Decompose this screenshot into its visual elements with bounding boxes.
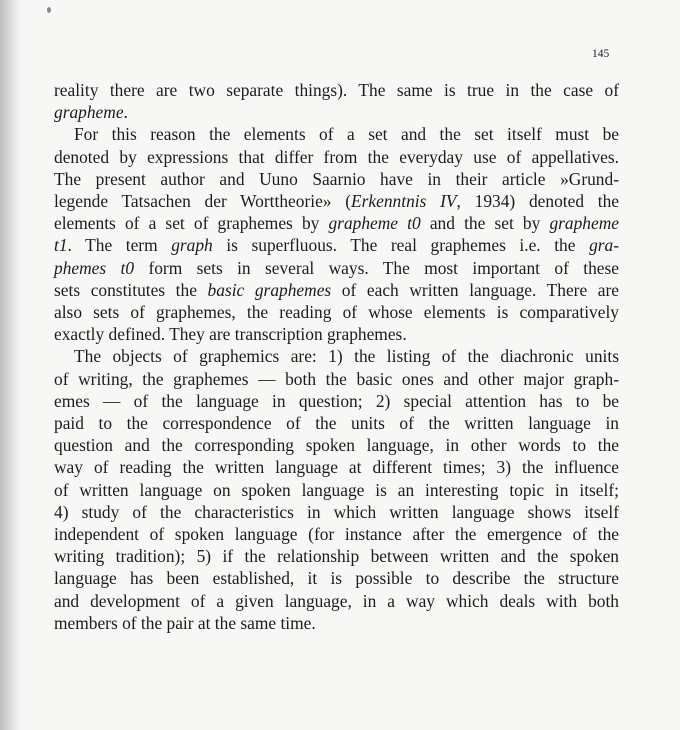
body-text (54, 79, 619, 634)
text-line (54, 146, 619, 168)
text-line (54, 212, 619, 234)
text-line (54, 257, 619, 279)
italic-text: grapheme t0 (328, 213, 421, 234)
text-run: question and the corresponding spoken language, in other words to the (54, 435, 619, 456)
text-run: The present author and Uuno Saarnio have in their article »Grund- (54, 168, 619, 189)
text-line (54, 123, 619, 145)
text-run: reality there are two separate things). The same is true in the case of (54, 80, 619, 100)
text-run: and the set by (420, 213, 550, 234)
text-run: The objects of graphemics are: 1) the listing of the diachronic units (74, 346, 619, 367)
italic-text: phemes t0 (54, 257, 135, 278)
text-run: . (123, 102, 128, 123)
text-line (54, 590, 619, 612)
text-run: , 1934) denoted the (456, 191, 620, 212)
text-line (54, 479, 619, 501)
italic-text: Erkenntnis IV (351, 191, 457, 212)
text-run: 4) study of the characteristics in which written language shows itself (54, 501, 619, 522)
text-run: of writing, the graphemes — both the basic ones and other major graph- (54, 368, 619, 389)
italic-text: gra- (589, 235, 620, 256)
italic-text: basic graphemes (207, 279, 332, 300)
text-line (54, 190, 619, 212)
text-line (54, 323, 619, 345)
text-run: writing tradition); 5) if the relationship between written and the spoken (54, 546, 619, 567)
text-run: and development of a given language, in a way which deals with both (54, 590, 619, 611)
text-run: paid to the correspondence of the units of the written language in (54, 413, 619, 434)
italic-text: grapheme (54, 102, 124, 123)
text-line (54, 456, 619, 478)
text-run: independent of spoken language (for instance after the emergence of the (54, 524, 619, 545)
text-run: legende Tatsachen der Worttheorie» ( (54, 191, 352, 212)
italic-text: graph (171, 235, 213, 256)
text-line (54, 412, 619, 434)
text-line (54, 567, 619, 589)
page-number: 145 (592, 48, 610, 60)
text-run: For this reason the elements of a set and the set itself must be (74, 124, 619, 145)
text-line (54, 612, 619, 634)
text-run: is superfluous. The real graphemes i.e. the (212, 235, 590, 256)
text-line (54, 545, 619, 567)
text-run: of written language on spoken language is an interesting topic in itself; (54, 479, 619, 500)
text-line (54, 301, 619, 323)
scan-speck (47, 7, 51, 13)
text-line (54, 279, 619, 301)
text-line (54, 234, 619, 256)
page-gutter-shadow (0, 0, 22, 730)
text-line (54, 168, 619, 190)
text-line (54, 79, 619, 101)
text-run: form sets in several ways. The most important of these (134, 257, 619, 278)
text-line (54, 523, 619, 545)
text-line (54, 390, 619, 412)
text-run: way of reading the written language at different times; 3) the influence (54, 457, 619, 478)
text-run: emes — of the language in question; 2) special attention has to be (54, 390, 619, 411)
text-run: also sets of graphemes, the reading of whose elements is comparatively (54, 302, 619, 323)
text-run: of each written language. There are (331, 279, 620, 300)
text-line (54, 434, 619, 456)
text-run: elements of a set of graphemes by (54, 213, 329, 234)
text-line (54, 345, 619, 367)
text-run: members of the pair at the same time. (54, 612, 316, 633)
text-line (54, 101, 619, 123)
text-run: denoted by expressions that differ from the everyday use of appellatives. (54, 146, 619, 167)
text-run: . The term (67, 235, 172, 256)
text-run: sets constitutes the (54, 279, 208, 300)
text-run: language has been established, it is possible to describe the structure (54, 568, 619, 589)
italic-text: t1 (54, 235, 68, 256)
text-run: exactly defined. They are transcription graphemes. (54, 324, 407, 345)
text-line (54, 501, 619, 523)
text-line (54, 368, 619, 390)
italic-text: grapheme (549, 213, 619, 234)
